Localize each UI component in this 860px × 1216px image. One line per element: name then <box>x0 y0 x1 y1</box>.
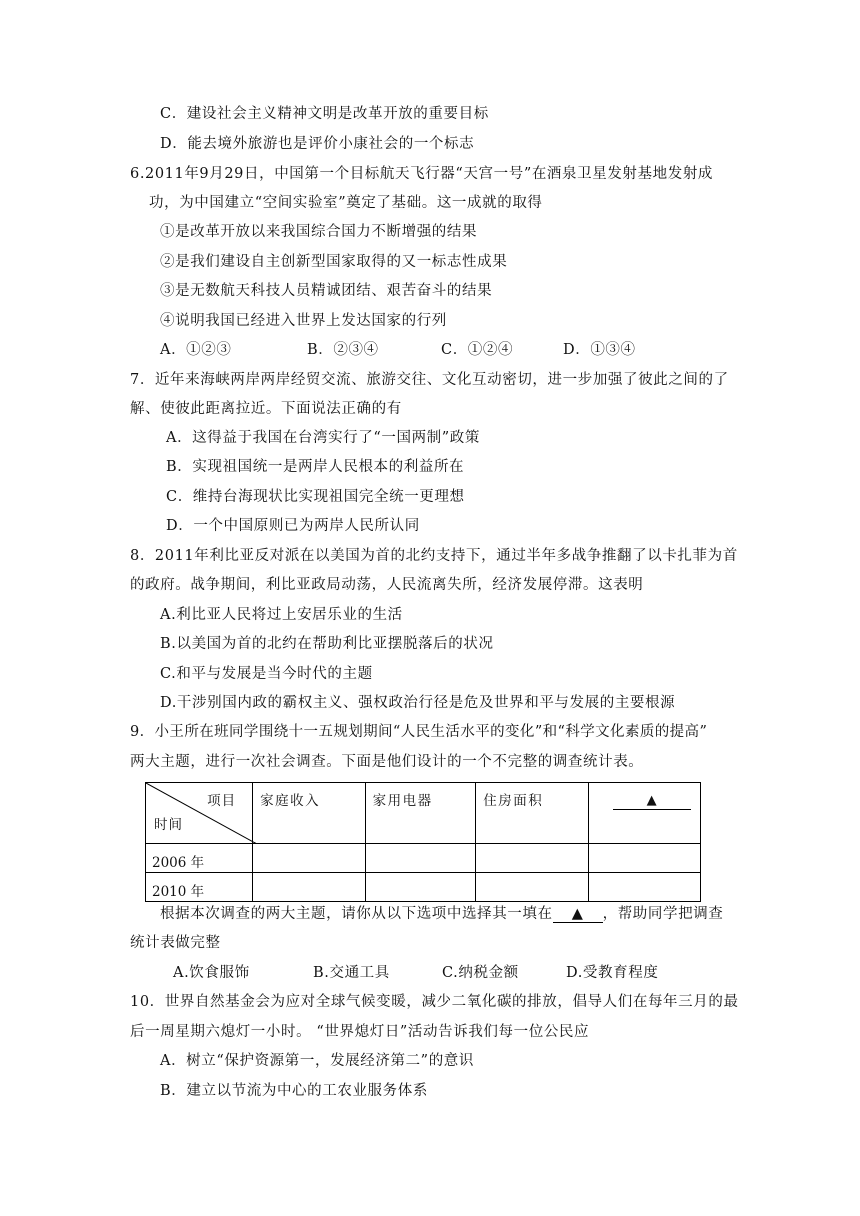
q6-statement-4: ④说明我国已经进入世界上发达国家的行列 <box>160 313 447 329</box>
q8-option-d: D.干涉别国内政的霸权主义、强权政治行径是危及世界和平与发展的主要根源 <box>160 695 676 711</box>
column-header-blank <box>588 783 700 844</box>
q5-option-d: D．能去境外旅游也是评价小康社会的一个标志 <box>160 136 475 152</box>
q5-option-c: C．建设社会主义精神文明是改革开放的重要目标 <box>160 106 489 122</box>
table-row <box>146 844 701 873</box>
q8-stem-line1: 8．2011年利比亚反对派在以美国为首的北约支持下，通过半年多战争推翻了以卡扎菲为首 <box>130 548 738 564</box>
q9-stem-line2: 两大主题，进行一次社会调查。下面是他们设计的一个不完整的调查统计表。 <box>130 754 644 770</box>
row-label-2006: 2006 年 <box>146 844 253 873</box>
column-header-housing: 住房面积 <box>476 783 588 844</box>
q6-option-b: B．②③④ <box>307 342 379 358</box>
q7-stem-line2: 解、使彼此距离拉近。下面说法正确的有 <box>130 401 402 417</box>
table-cell <box>253 873 365 902</box>
row-label-2010: 2010 年 <box>146 873 253 902</box>
q8-option-a: A.利比亚人民将过上安居乐业的生活 <box>160 607 403 623</box>
q6-option-c: C．①②④ <box>441 342 514 358</box>
q8-option-c: C.和平与发展是当今时代的主题 <box>160 666 373 682</box>
table-cell <box>476 844 588 873</box>
q6-statement-1: ①是改革开放以来我国综合国力不断增强的结果 <box>160 224 478 240</box>
q9-option-d: D.受教育程度 <box>566 965 659 981</box>
table-cell <box>365 844 476 873</box>
q9-option-a: A.饮食服饰 <box>173 965 250 981</box>
q8-option-b: B.以美国为首的北约在帮助利比亚摆脱落后的状况 <box>160 636 494 652</box>
q6-stem-line1: 6.2011年9月29日，中国第一个目标航天飞行器“天宫一号”在酒泉卫星发射基地发射成 <box>130 166 714 182</box>
q9-stem-line1: 9．小王所在班同学围绕十一五规划期间“人民生活水平的变化”和“科学文化素质的提高” <box>130 724 708 740</box>
table-corner-cell <box>146 783 253 844</box>
q9-instruction-line2: 统计表做完整 <box>130 935 221 951</box>
column-header-appliances: 家用电器 <box>365 783 476 844</box>
table-cell <box>588 873 700 902</box>
q7-option-d: D．一个中国原则已为两岸人民所认同 <box>166 518 420 534</box>
corner-label-item: 项目 <box>207 793 237 809</box>
survey-table <box>145 782 701 902</box>
q9-instruction-post: ，帮助同学把调查 <box>602 906 724 922</box>
q9-option-b: B.交通工具 <box>313 965 390 981</box>
q7-option-b: B．实现祖国统一是两岸人民根本的利益所在 <box>166 459 465 475</box>
q6-option-a: A．①②③ <box>160 342 232 358</box>
q7-option-a: A．这得益于我国在台湾实行了“一国两制”政策 <box>166 430 480 446</box>
table-cell <box>588 844 700 873</box>
table-cell <box>365 873 476 902</box>
column-header-income: 家庭收入 <box>253 783 365 844</box>
q10-option-b: B．建立以节流为中心的工农业服务体系 <box>160 1083 428 1099</box>
q6-statement-2: ②是我们建设自主创新型国家取得的又一标志性成果 <box>160 254 508 270</box>
q9-instruction-line1 <box>160 904 723 924</box>
q10-option-a: A．树立“保护资源第一，发展经济第二”的意识 <box>160 1053 474 1069</box>
table-cell <box>476 873 588 902</box>
q10-stem-line1: 10．世界自然基金会为应对全球气候变暖，减少二氧化碳的排放，倡导人们在每年三月的最 <box>130 994 739 1010</box>
q6-option-d: D．①③④ <box>563 342 636 358</box>
q10-stem-line2: 后一周星期六熄灯一小时。 “世界熄灯日”活动告诉我们每一位公民应 <box>130 1024 590 1040</box>
blank-triangle-icon: ▲ <box>613 793 691 810</box>
table-cell <box>253 844 365 873</box>
q6-statement-3: ③是无数航天科技人员精诚团结、艰苦奋斗的结果 <box>160 283 493 299</box>
table-row <box>146 873 701 902</box>
q7-stem-line1: 7．近年来海峡两岸两岸经贸交流、旅游交往、文化互动密切，进一步加强了彼此之间的了 <box>130 372 729 388</box>
q9-instruction-pre: 根据本次调查的两大主题，请你从以下选项中选择其一填在 <box>160 906 553 922</box>
q8-stem-line2: 的政府。战争期间，利比亚政局动荡，人民流离失所，经济发展停滞。这表明 <box>130 577 644 593</box>
q6-stem-line2: 功，为中国建立“空间实验室”奠定了基础。这一成就的取得 <box>149 195 543 211</box>
q9-option-c: C.纳税金额 <box>442 965 519 981</box>
q7-option-c: C．维持台海现状比实现祖国完全统一更理想 <box>166 489 465 505</box>
inline-triangle-icon: ▲ <box>553 906 603 923</box>
corner-label-time: 时间 <box>154 817 183 833</box>
